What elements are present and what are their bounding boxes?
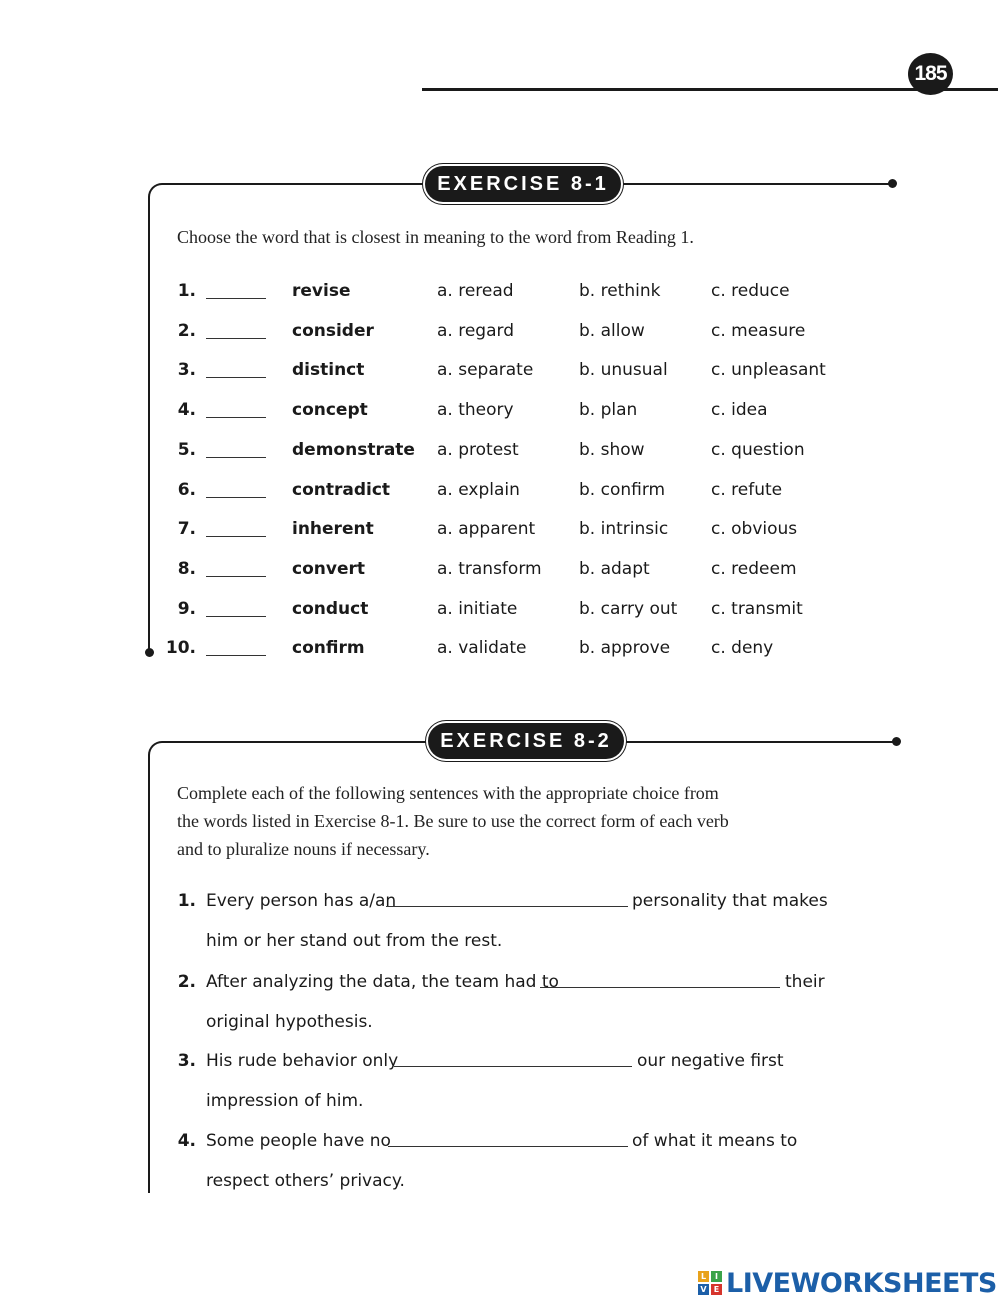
answer-blank[interactable] [206, 298, 266, 299]
exercise2-frame-corner [148, 741, 168, 761]
answer-blank[interactable] [206, 576, 266, 577]
item-number: 10. [165, 638, 196, 658]
option-b: b. adapt [579, 559, 650, 579]
exercise1-item [0, 480, 1000, 508]
answer-blank[interactable] [206, 377, 266, 378]
logo-letter: I [711, 1271, 722, 1282]
page-number-badge: 185 [908, 53, 953, 95]
sentence-before: His rude behavior only [206, 1051, 399, 1071]
item-number: 5. [177, 440, 196, 460]
exercise1-title: EXERCISE 8-1 [425, 166, 621, 202]
option-c: c. unpleasant [711, 360, 826, 380]
option-c: c. obvious [711, 519, 798, 539]
option-b: b. carry out [579, 599, 678, 619]
target-word: inherent [292, 519, 374, 539]
header-rule [422, 88, 998, 91]
item-number: 9. [177, 599, 196, 619]
option-c: c. deny [711, 638, 774, 658]
exercise1-item [0, 360, 1000, 388]
item-number: 6. [177, 480, 196, 500]
option-c: c. measure [711, 321, 806, 341]
sentence-before: Every person has a/an [206, 891, 397, 911]
answer-blank[interactable] [394, 1066, 632, 1067]
option-a: a. validate [437, 638, 527, 658]
option-a: a. separate [437, 360, 534, 380]
option-c: c. refute [711, 480, 783, 500]
option-a: a. protest [437, 440, 519, 460]
liveworksheets-logo [698, 1266, 997, 1300]
option-c: c. idea [711, 400, 768, 420]
item-number: 8. [177, 559, 196, 579]
liveworksheets-logo-text: LIVEWORKSHEETS [726, 1267, 997, 1299]
option-c: c. redeem [711, 559, 797, 579]
sentence-continuation: impression of him. [206, 1091, 364, 1111]
sentence-after: personality that makes [632, 891, 828, 911]
item-number: 4. [177, 1131, 196, 1151]
item-number: 3. [177, 1051, 196, 1071]
answer-blank[interactable] [206, 497, 266, 498]
option-a: a. regard [437, 321, 514, 341]
option-c: c. reduce [711, 281, 790, 301]
exercise1-item [0, 440, 1000, 468]
option-b: b. rethink [579, 281, 661, 301]
exercise1-item [0, 281, 1000, 309]
item-number: 1. [177, 891, 196, 911]
target-word: revise [292, 281, 351, 301]
exercise1-frame-corner [148, 183, 168, 203]
option-a: a. apparent [437, 519, 536, 539]
answer-blank[interactable] [206, 655, 266, 656]
item-number: 3. [177, 360, 196, 380]
sentence-before: Some people have no [206, 1131, 391, 1151]
option-a: a. transform [437, 559, 542, 579]
option-a: a. theory [437, 400, 514, 420]
exercise1-item [0, 519, 1000, 547]
item-number: 2. [177, 321, 196, 341]
item-number: 1. [177, 281, 196, 301]
liveworksheets-logo-icon [698, 1271, 722, 1295]
exercise1-item [0, 638, 1000, 666]
target-word: distinct [292, 360, 365, 380]
sentence-before: After analyzing the data, the team had to [206, 972, 559, 992]
option-b: b. confirm [579, 480, 666, 500]
option-b: b. plan [579, 400, 638, 420]
sentence-continuation: original hypothesis. [206, 1012, 373, 1032]
answer-blank[interactable] [540, 987, 780, 988]
exercise1-item [0, 400, 1000, 428]
target-word: contradict [292, 480, 391, 500]
answer-blank[interactable] [206, 338, 266, 339]
option-b: b. intrinsic [579, 519, 669, 539]
exercise2-frame-dot-right [892, 737, 901, 746]
logo-letter: E [711, 1284, 722, 1295]
answer-blank[interactable] [206, 457, 266, 458]
option-a: a. initiate [437, 599, 518, 619]
option-b: b. show [579, 440, 645, 460]
option-a: a. reread [437, 281, 514, 301]
option-b: b. allow [579, 321, 645, 341]
exercise2-title: EXERCISE 8-2 [428, 723, 624, 759]
sentence-after: their [785, 972, 825, 992]
item-number: 4. [177, 400, 196, 420]
target-word: demonstrate [292, 440, 415, 460]
option-a: a. explain [437, 480, 520, 500]
instruction-line: and to pluralize nouns if necessary. [177, 839, 430, 859]
exercise1-item [0, 559, 1000, 587]
exercise1-item [0, 599, 1000, 627]
item-number: 7. [177, 519, 196, 539]
answer-blank[interactable] [386, 906, 628, 907]
sentence-continuation: him or her stand out from the rest. [206, 931, 503, 951]
exercise1-frame-dot-right [888, 179, 897, 188]
target-word: consider [292, 321, 374, 341]
sentence-after: of what it means to [632, 1131, 798, 1151]
sentence-after: our negative first [637, 1051, 784, 1071]
item-number: 2. [177, 972, 196, 992]
sentence-continuation: respect others’ privacy. [206, 1171, 405, 1191]
option-b: b. unusual [579, 360, 668, 380]
instruction-line: the words listed in Exercise 8-1. Be sure to use the correct form of each verb [177, 811, 729, 831]
answer-blank[interactable] [206, 616, 266, 617]
exercise1-item [0, 321, 1000, 349]
logo-letter: L [698, 1271, 709, 1282]
exercise1-instruction: Choose the word that is closest in meaning to the word from Reading 1. [177, 227, 694, 247]
answer-blank[interactable] [388, 1146, 628, 1147]
option-c: c. question [711, 440, 805, 460]
target-word: convert [292, 559, 365, 579]
logo-letter: V [698, 1284, 709, 1295]
exercise2-frame-left [148, 757, 150, 1193]
target-word: conduct [292, 599, 369, 619]
answer-blank[interactable] [206, 417, 266, 418]
instruction-line: Complete each of the following sentences with the appropriate choice from [177, 783, 719, 803]
target-word: concept [292, 400, 368, 420]
answer-blank[interactable] [206, 536, 266, 537]
option-b: b. approve [579, 638, 671, 658]
target-word: confirm [292, 638, 365, 658]
option-c: c. transmit [711, 599, 803, 619]
